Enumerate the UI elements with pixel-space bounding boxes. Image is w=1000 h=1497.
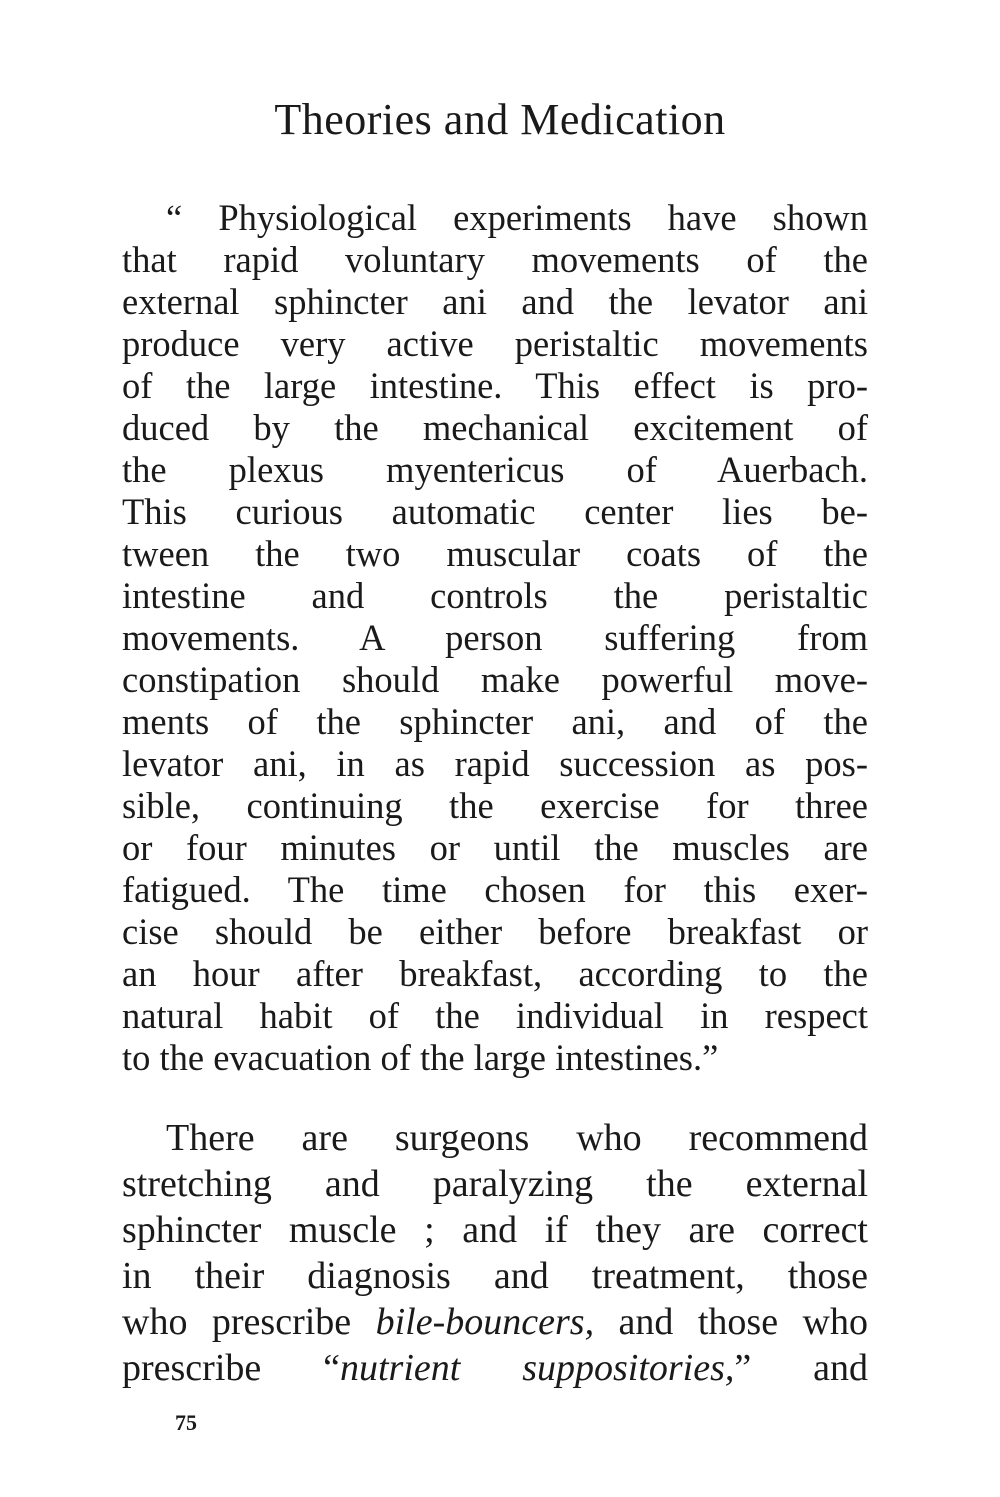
quote-line: ments of the sphincter ani, and of the xyxy=(122,701,868,742)
quote-line: tween the two muscular coats of the xyxy=(122,533,868,574)
quote-line: constipation should make powerful move- xyxy=(122,659,868,700)
quote-line: to the evacuation of the large intestines.” xyxy=(122,1037,719,1078)
quote-line: fatigued. The time chosen for this exer- xyxy=(122,869,868,910)
quote-line: This curious automatic center lies be- xyxy=(122,491,868,532)
body-text: prescribe “ xyxy=(122,1347,340,1389)
quote-line: natural habit of the individual in respect xyxy=(122,995,868,1036)
page-number: 75 xyxy=(175,1410,197,1435)
body-text: and those who xyxy=(594,1301,868,1343)
body-line xyxy=(122,1299,868,1345)
body-text: who prescribe xyxy=(122,1301,376,1343)
quote-line: sible, continuing the exercise for three xyxy=(122,785,868,826)
body-line: stretching and paralyzing the external xyxy=(122,1163,868,1205)
body-line: in their diagnosis and treatment, those xyxy=(122,1255,868,1297)
italic-term: bile-bouncers, xyxy=(375,1301,595,1343)
quote-line: external sphincter ani and the levator ani xyxy=(122,281,868,322)
body-line: sphincter muscle ; and if they are correct xyxy=(122,1209,868,1251)
italic-term: nutrient suppositories, xyxy=(340,1347,735,1389)
body-text: ” and xyxy=(734,1347,868,1389)
quote-line: movements. A person suffering from xyxy=(122,617,868,658)
quote-line: cise should be either before breakfast or xyxy=(122,911,868,952)
quote-line: that rapid voluntary movements of the xyxy=(122,239,868,280)
quote-line: levator ani, in as rapid succession as pos- xyxy=(122,743,868,784)
quote-line: or four minutes or until the muscles are xyxy=(122,827,868,868)
quote-line: “ Physiological experiments have shown xyxy=(166,197,868,238)
body-line: There are surgeons who recommend xyxy=(166,1117,868,1159)
quote-line: duced by the mechanical excitement of xyxy=(122,407,868,448)
quote-line: of the large intestine. This effect is pro- xyxy=(122,365,868,406)
quote-line: the plexus myentericus of Auerbach. xyxy=(122,449,868,490)
quote-line: an hour after breakfast, according to the xyxy=(122,953,868,994)
body-line xyxy=(122,1345,868,1391)
page-title: Theories and Medication xyxy=(274,95,726,144)
quote-line: produce very active peristaltic movements xyxy=(122,323,868,364)
quote-line: intestine and controls the peristaltic xyxy=(122,575,868,616)
